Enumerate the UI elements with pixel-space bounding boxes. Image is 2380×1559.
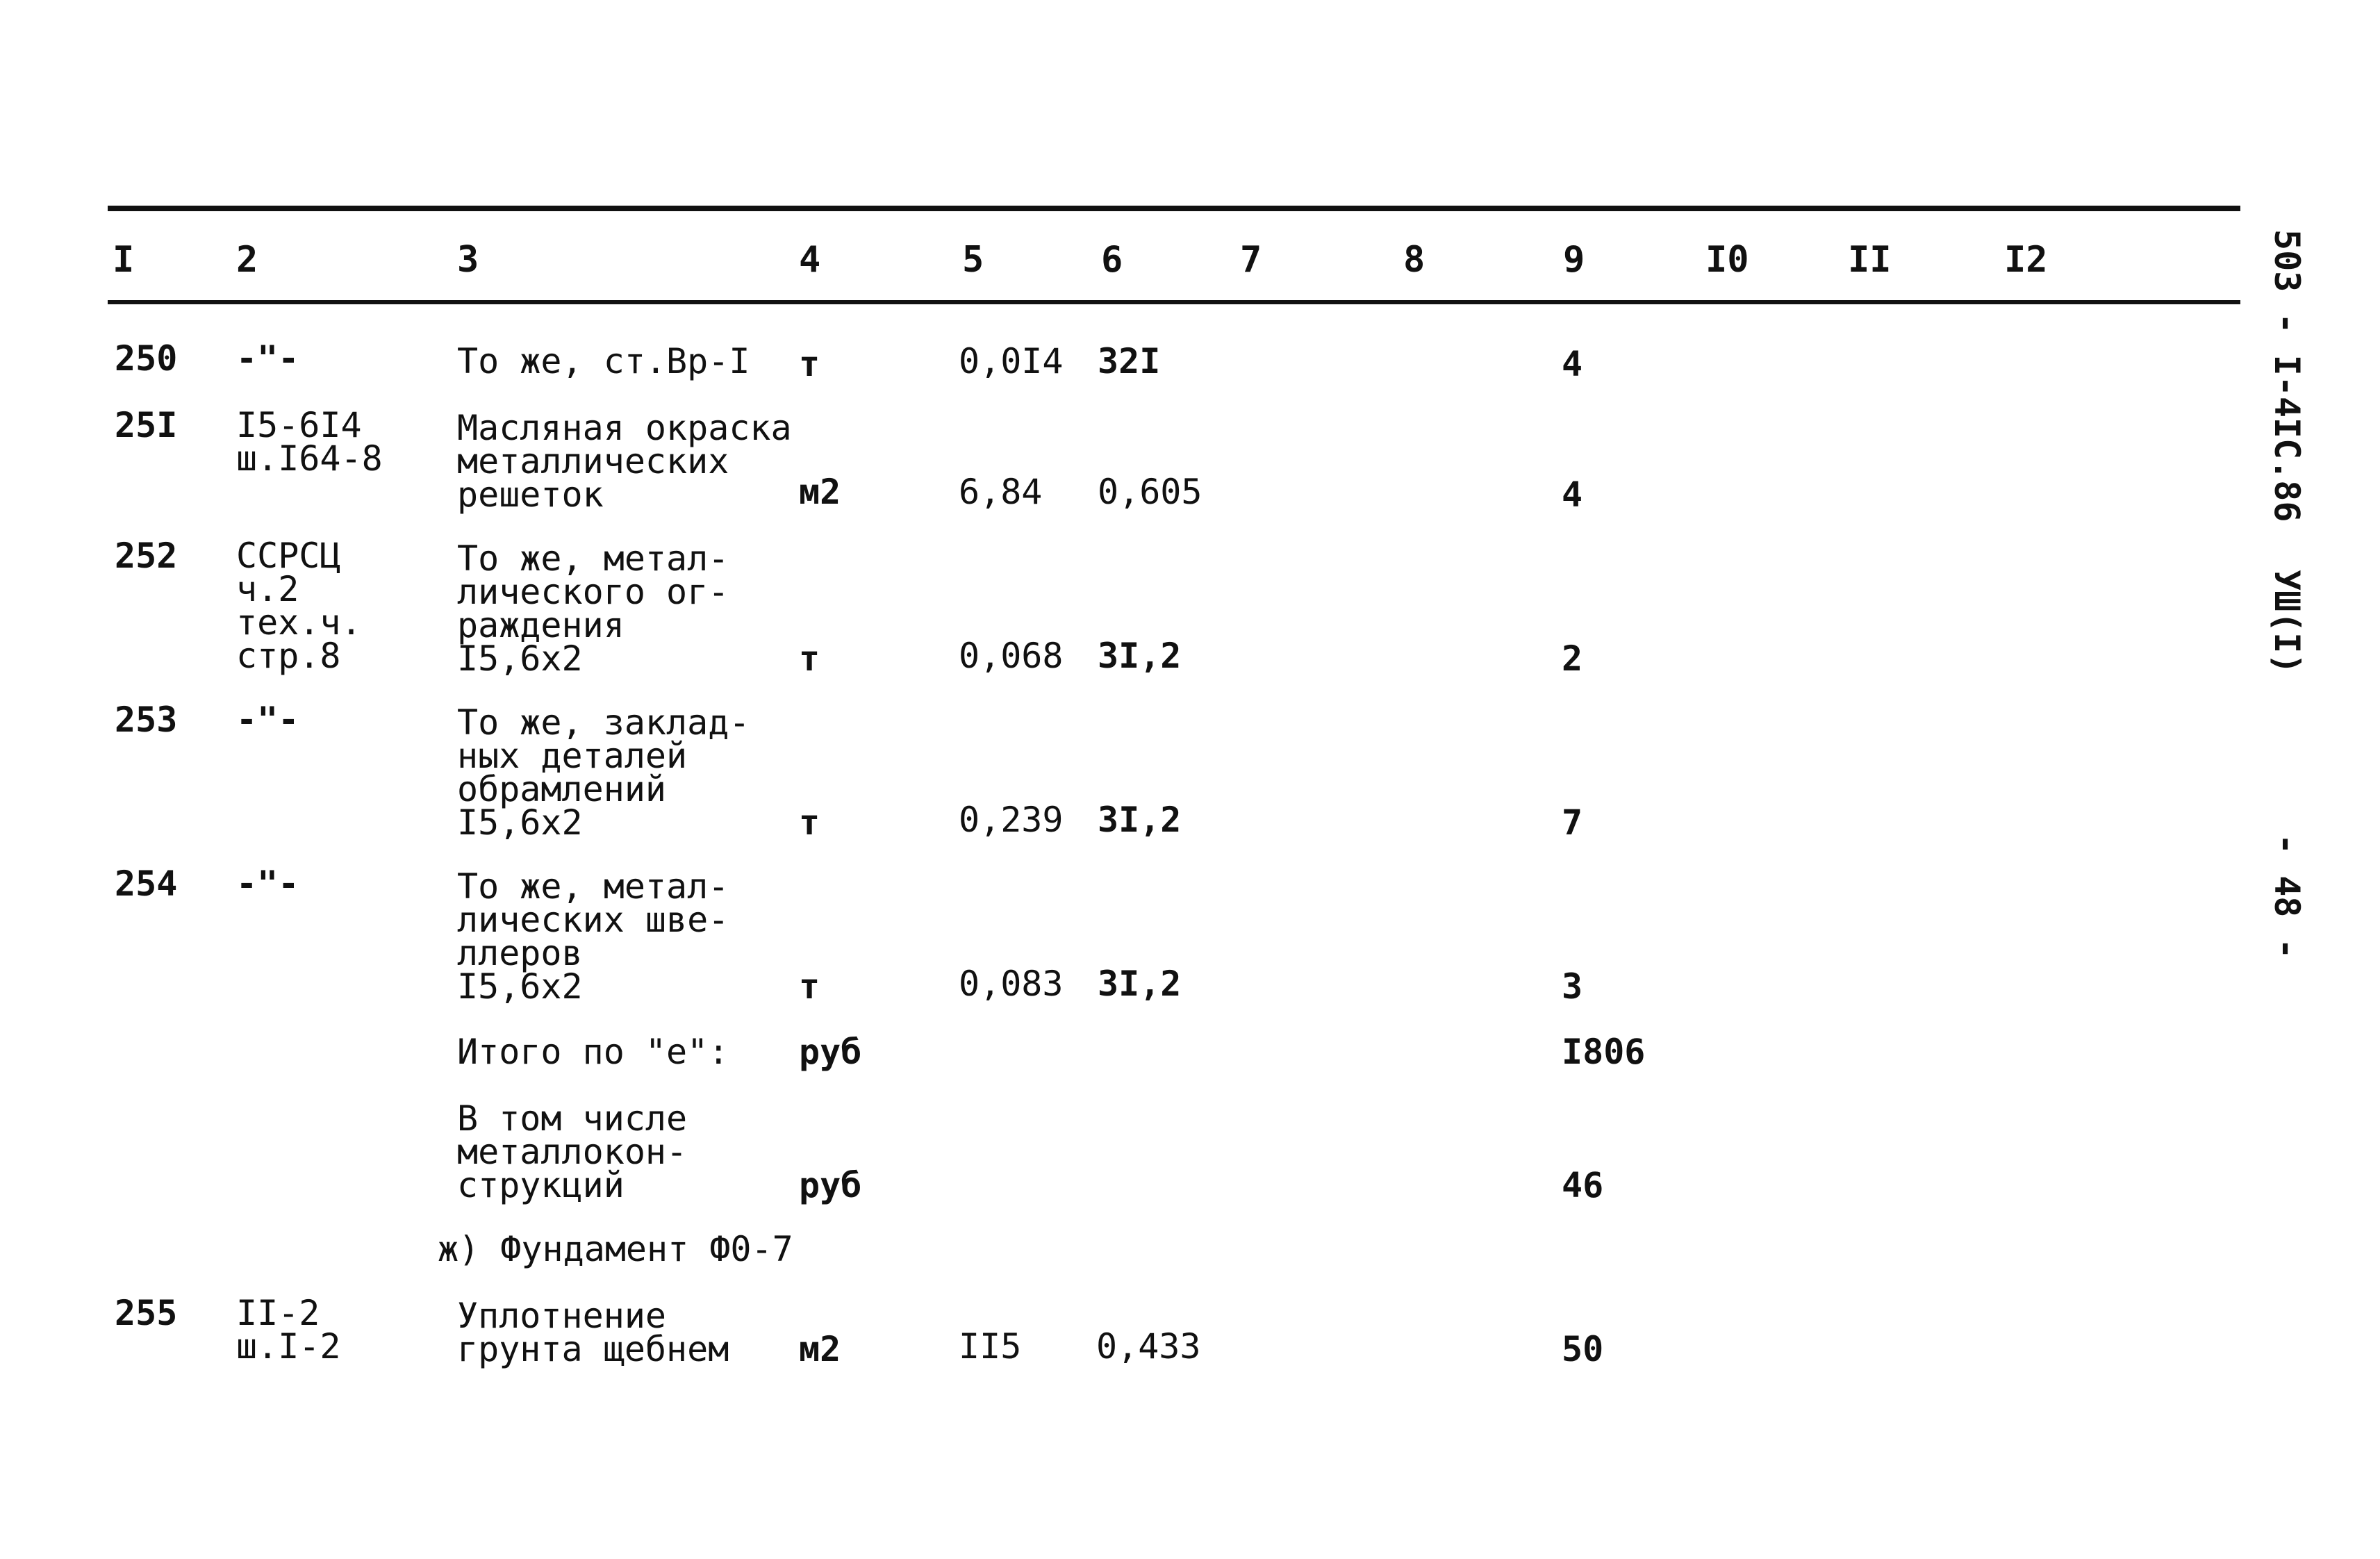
row-total: 2 [1562,638,1583,679]
row-number: 250 [115,338,178,379]
side-page-number: - 48 - [2267,834,2307,959]
subtotal-value: I806 [1562,1032,1646,1072]
row-price: 32I [1098,341,1161,381]
row-number: 254 [115,864,178,904]
row-unit: руб [799,1032,862,1072]
row-unit: т [799,966,820,1007]
row-unit: м2 [799,472,841,512]
row-unit: м2 [799,1329,841,1369]
row-code: -"- [236,700,299,740]
row-price: 3I,2 [1098,636,1182,676]
col-header-8: 8 [1403,239,1425,281]
row-desc: В том числе металлокон- струкций [457,1098,688,1205]
row-code: -"- [236,338,299,379]
row-desc: То же, метал- лических шве- ллеров I5,6х2 [457,866,729,1007]
section-title: ж) Фундамент Ф0-7 [438,1229,793,1269]
row-qty: 0,0I4 [959,341,1064,381]
row-qty: 0,068 [959,636,1064,676]
row-code: -"- [236,864,299,904]
row-price: 0,433 [1096,1326,1201,1367]
row-total: 3 [1562,966,1583,1007]
row-qty: 6,84 [959,472,1043,512]
row-code: ССРСЦ ч.2 тех.ч. стр.8 [236,536,362,676]
col-header-9: 9 [1563,239,1585,281]
row-qty: II5 [959,1326,1022,1367]
row-price: 3I,2 [1098,800,1182,840]
col-header-5: 5 [962,239,984,281]
row-code: I5-6I4 ш.I64-8 [236,405,383,479]
col-header-11: II [1848,239,1892,281]
row-total: 7 [1562,802,1583,843]
row-total: 4 [1562,344,1583,384]
row-price: 0,605 [1098,472,1203,512]
row-unit: т [799,638,820,679]
row-desc: То же, заклад- ных деталей обрамлений I5,6х2 [457,702,750,843]
row-unit: руб [799,1165,862,1205]
row-unit: т [799,344,820,384]
col-header-4: 4 [799,239,821,281]
col-header-12: I2 [2004,239,2048,281]
row-unit: т [799,802,820,843]
side-section: УШ(I) [2267,570,2307,675]
row-total: 4 [1562,475,1583,515]
subtotal-label: Итого по "е": [457,1032,729,1072]
col-header-2: 2 [236,239,258,281]
side-doc-code: 503 - I-4IC.86 [2267,229,2307,522]
col-header-6: 6 [1101,239,1123,281]
row-desc: То же, метал- лического ог- раждения I5,6х2 [457,538,729,679]
row-code: II-2 ш.I-2 [236,1293,341,1367]
row-desc: Масляная окраска металлических решеток [457,408,792,515]
col-header-1: I [113,239,135,281]
row-total: 50 [1562,1329,1604,1369]
row-number: 253 [115,700,178,740]
table-header-rule [108,300,2240,304]
row-number: 252 [115,536,178,576]
table-top-rule [108,206,2240,211]
col-header-7: 7 [1240,239,1262,281]
col-header-3: 3 [457,239,479,281]
row-number: 255 [115,1293,178,1333]
row-qty: 0,239 [959,800,1064,840]
row-desc: То же, ст.Вр-I [457,341,750,381]
row-number: 25I [115,405,178,445]
row-desc: Уплотнение грунта щебнем [457,1296,729,1369]
row-qty: 0,083 [959,964,1064,1004]
row-price: 3I,2 [1098,964,1182,1004]
col-header-10: I0 [1705,239,1749,281]
row-total: 46 [1562,1165,1604,1205]
